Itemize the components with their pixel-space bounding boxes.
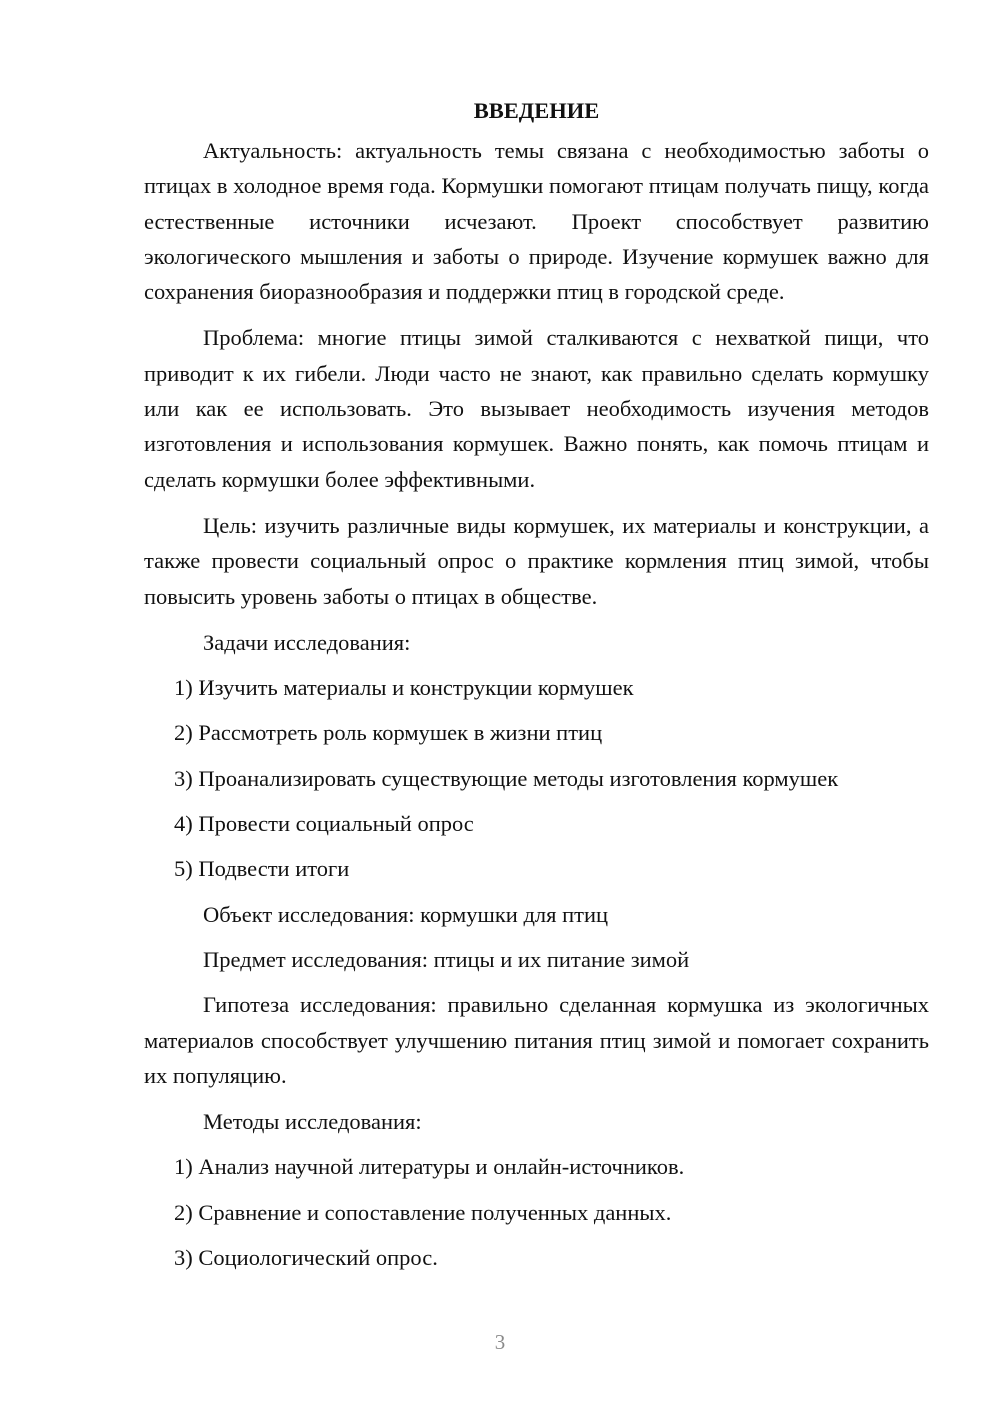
method-item: 3) Социологический опрос. [174, 1245, 438, 1271]
page-number: 3 [494, 1330, 506, 1354]
subject-line: Предмет исследования: птицы и их питание зимой [203, 946, 690, 972]
methods-list [144, 1149, 929, 1275]
methods-heading: Методы исследования: [203, 1109, 422, 1135]
tasks-heading: Задачи исследования: [203, 629, 411, 655]
relevance-paragraph: Актуальность: актуальность темы связана с необходимостью заботы о птицах в холодное время года. Кормушки помогают птицам получать пищу, когда естественные источники исчезают. Проект способствует развитию экологического мышления и заботы о природе. Изучение кормушек важно для сохранения биоразнообразия и поддержки птиц в городской среде. [144, 138, 929, 305]
task-item: 2) Рассмотреть роль кормушек в жизни птиц [174, 720, 603, 746]
task-item: 4) Провести социальный опрос [174, 811, 474, 837]
problem-paragraph: Проблема: многие птицы зимой сталкиваются с нехваткой пищи, что приводит к их гибели. Люди часто не знают, как правильно сделать кормушку или как ее использовать. Это вызывает необходимость изучения методов изготовления и использования кормушек. Важно понять, как помочь птицам и сделать кормушки более эффективными. [144, 325, 929, 492]
object-line: Объект исследования: кормушки для птиц [203, 901, 609, 927]
method-item: 2) Сравнение и сопоставление полученных данных. [174, 1199, 672, 1225]
goal-paragraph: Цель: изучить различные виды кормушек, их материалы и конструкции, а также провести социальный опрос о практике кормления птиц зимой, чтобы повысить уровень заботы о птицах в обществе. [144, 512, 929, 609]
method-item: 1) Анализ научной литературы и онлайн-источников. [174, 1154, 685, 1180]
task-item: 3) Проанализировать существующие методы изготовления кормушек [174, 765, 839, 791]
section-title: ВВЕДЕНИЕ [473, 98, 600, 123]
tasks-list [144, 670, 929, 886]
task-item: 5) Подвести итоги [174, 856, 350, 882]
hypothesis-paragraph: Гипотеза исследования: правильно сделанная кормушка из экологичных материалов способствует улучшению питания птиц зимой и помогает сохранить их популяцию. [144, 992, 929, 1088]
page-content [144, 96, 929, 1285]
task-item: 1) Изучить материалы и конструкции кормушек [174, 675, 634, 701]
